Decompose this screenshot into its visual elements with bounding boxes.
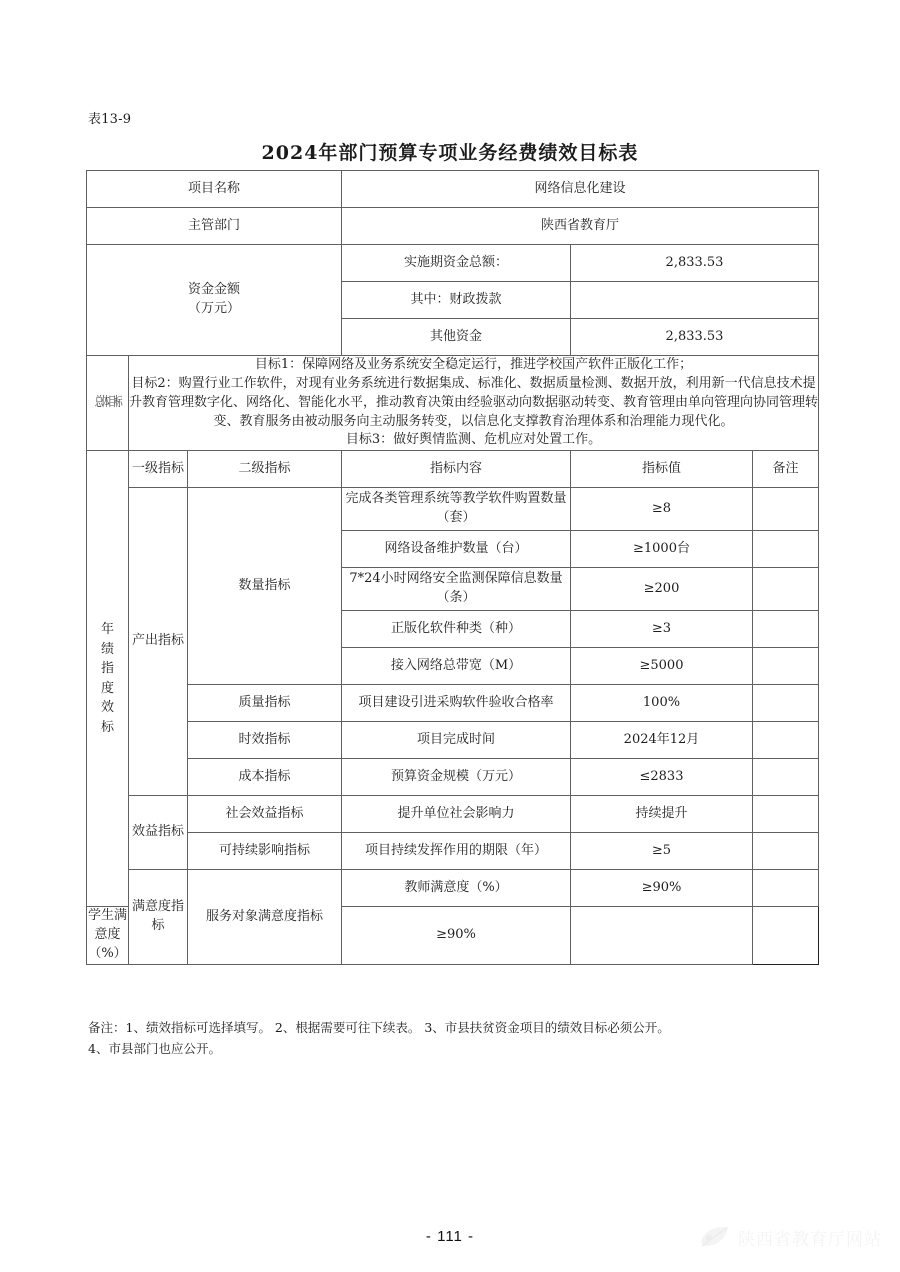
funding-label-line1: 资金金额 bbox=[187, 282, 240, 298]
indicator-value: ≥200 bbox=[571, 568, 753, 611]
indicator-value: ≥5000 bbox=[571, 648, 753, 685]
indicator-remark bbox=[753, 796, 819, 833]
level1-output-indicator: 产出指标 bbox=[129, 488, 188, 796]
indicator-value: ≥3 bbox=[571, 611, 753, 648]
table-row bbox=[87, 759, 819, 796]
overall-goal-label bbox=[87, 356, 129, 451]
indicator-content: 提升单位社会影响力 bbox=[342, 796, 571, 833]
indicator-value: 2024年12月 bbox=[571, 722, 753, 759]
department-label: 主管部门 bbox=[87, 208, 342, 245]
year-label-char: 效 bbox=[100, 700, 114, 716]
indicator-content: 接入网络总带宽（M） bbox=[342, 648, 571, 685]
funding-row-value: 2,833.53 bbox=[571, 319, 819, 356]
page-number: - 111 - bbox=[425, 1228, 475, 1245]
indicator-remark bbox=[753, 759, 819, 796]
level2-social-benefit-indicator: 社会效益指标 bbox=[188, 796, 342, 833]
performance-target-table bbox=[86, 170, 818, 965]
annual-performance-indicator-label-text bbox=[87, 619, 128, 739]
table-row bbox=[87, 870, 819, 907]
annual-performance-indicator-label bbox=[87, 451, 129, 907]
indicator-content: 教师满意度（%） bbox=[342, 870, 571, 907]
indicator-content: 网络设备维护数量（台） bbox=[342, 531, 571, 568]
sheet-label: 表13-9 bbox=[88, 112, 132, 127]
table-row bbox=[87, 833, 819, 870]
indicator-remark bbox=[753, 685, 819, 722]
indicator-value: ≥90% bbox=[342, 907, 571, 965]
indicator-content: 预算资金规模（万元） bbox=[342, 759, 571, 796]
indicator-content: 项目持续发挥作用的期限（年） bbox=[342, 833, 571, 870]
column-header-remark: 备注 bbox=[753, 451, 819, 488]
project-name-label: 项目名称 bbox=[87, 171, 342, 208]
funding-row-value: 2,833.53 bbox=[571, 245, 819, 282]
indicator-value: ≥1000台 bbox=[571, 531, 753, 568]
funding-label bbox=[87, 245, 342, 356]
year-label-char: 年 bbox=[100, 622, 114, 638]
table-row bbox=[87, 796, 819, 833]
indicator-value: ≥8 bbox=[571, 488, 753, 531]
indicator-remark bbox=[753, 568, 819, 611]
table-row-overall-goal bbox=[87, 356, 819, 451]
year-label-char: 度 bbox=[100, 680, 114, 696]
indicator-remark bbox=[571, 907, 753, 965]
year-label-char: 标 bbox=[100, 719, 114, 735]
funding-row-label: 其他资金 bbox=[342, 319, 571, 356]
overall-goal-line: 目标1：保障网络及业务系统安全稳定运行，推进学校国产软件正版化工作； bbox=[254, 357, 693, 372]
overall-goal-label-text: 总体目标 bbox=[94, 394, 122, 410]
indicator-value: ≤2833 bbox=[571, 759, 753, 796]
column-header-content: 指标内容 bbox=[342, 451, 571, 488]
level2-cost-indicator: 成本指标 bbox=[188, 759, 342, 796]
indicator-remark bbox=[753, 488, 819, 531]
indicator-content: 项目建设引进采购软件验收合格率 bbox=[342, 685, 571, 722]
page-title: 2024年部门预算专项业务经费绩效目标表 bbox=[261, 142, 639, 164]
overall-goal-line: 目标3：做好舆情监测、危机应对处置工作。 bbox=[345, 432, 602, 448]
table-row bbox=[87, 685, 819, 722]
funding-label-line2: （万元） bbox=[187, 301, 240, 316]
indicator-content: 学生满意度（%） bbox=[87, 907, 129, 965]
footer-note-line-1: 备注：1、绩效指标可选择填写。 2、根据需要可往下续表。 3、市县扶贫资金项目的绩效目标必须公开。 bbox=[88, 1020, 670, 1035]
footer-note-line-2: 4、市县部门也应公开。 bbox=[88, 1040, 221, 1056]
table-row-project-name bbox=[87, 171, 819, 208]
indicator-value: ≥5 bbox=[571, 833, 753, 870]
indicator-value: ≥90% bbox=[571, 870, 753, 907]
footer-note bbox=[88, 1018, 828, 1059]
level1-satisfaction-indicator: 满意度指标 bbox=[129, 870, 188, 965]
overall-goal-line: 目标2：购置行业工作软件，对现有业务系统进行数据集成、标准化、数据质量检测、数据开放，利用新一代信息技术提升教育管理数字化、网络化、智能化水平，推动教育决策由经验驱动向数据驱动转变、教育管理由单向管理向协同管理转变、教育服务由被动服务向主动服务转变，以信息化支撑教育治理体系和治理能力现代化。 bbox=[129, 375, 819, 429]
indicator-content: 7*24小时网络安全监测保障信息数量（条） bbox=[342, 568, 571, 611]
table-row bbox=[87, 722, 819, 759]
indicator-remark bbox=[753, 611, 819, 648]
column-header-level1: 一级指标 bbox=[129, 451, 188, 488]
indicator-content: 项目完成时间 bbox=[342, 722, 571, 759]
level2-quality-indicator: 质量指标 bbox=[188, 685, 342, 722]
watermark-text: 陕西省教育厅网站 bbox=[738, 1229, 882, 1250]
level2-sustainable-impact-indicator: 可持续影响指标 bbox=[188, 833, 342, 870]
funding-row-label: 实施期资金总额： bbox=[342, 245, 571, 282]
department-value: 陕西省教育厅 bbox=[342, 208, 819, 245]
level2-timeliness-indicator: 时效指标 bbox=[188, 722, 342, 759]
indicator-content: 正版化软件种类（种） bbox=[342, 611, 571, 648]
funding-row-label: 其中：财政拨款 bbox=[342, 282, 571, 319]
overall-goal-body bbox=[129, 356, 819, 451]
level2-service-target-satisfaction-indicator: 服务对象满意度指标 bbox=[188, 870, 342, 965]
indicator-value: 100% bbox=[571, 685, 753, 722]
indicator-remark bbox=[753, 531, 819, 568]
indicator-remark bbox=[753, 833, 819, 870]
indicator-remark bbox=[753, 648, 819, 685]
indicator-remark bbox=[753, 722, 819, 759]
column-header-level2: 二级指标 bbox=[188, 451, 342, 488]
indicator-value: 持续提升 bbox=[571, 796, 753, 833]
table-header-row-indicators bbox=[87, 451, 819, 488]
table-row-funding-total bbox=[87, 245, 819, 282]
level1-benefit-indicator: 效益指标 bbox=[129, 796, 188, 870]
project-name-value: 网络信息化建设 bbox=[342, 171, 819, 208]
funding-row-value bbox=[571, 282, 819, 319]
column-header-value: 指标值 bbox=[571, 451, 753, 488]
level2-quantity-indicator: 数量指标 bbox=[188, 488, 342, 685]
indicator-remark bbox=[753, 870, 819, 907]
table-row-department bbox=[87, 208, 819, 245]
year-label-char: 绩 bbox=[100, 641, 114, 657]
table-row bbox=[87, 488, 819, 531]
year-label-char: 指 bbox=[100, 661, 114, 677]
indicator-content: 完成各类管理系统等教学软件购置数量（套） bbox=[342, 488, 571, 531]
